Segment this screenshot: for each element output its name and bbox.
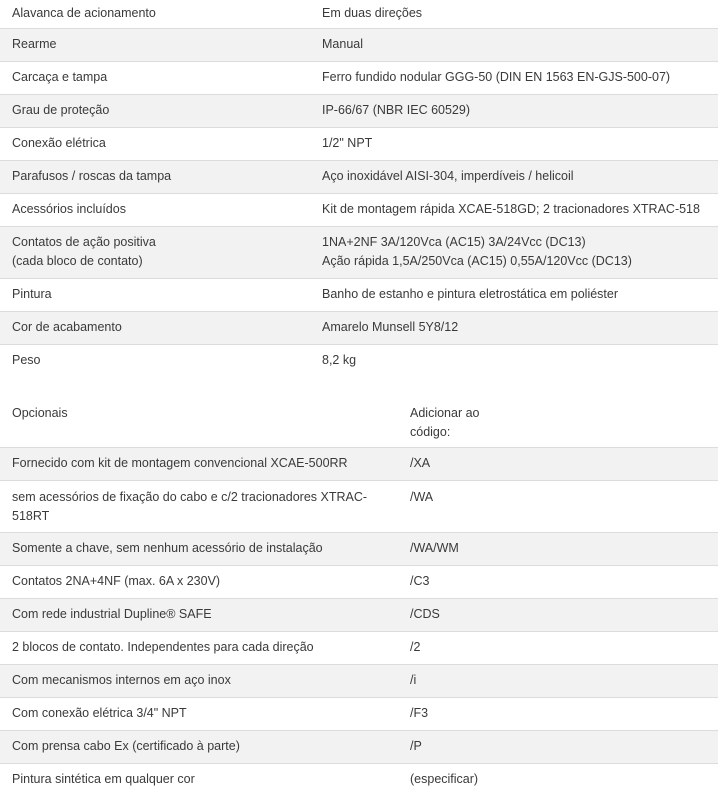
spec-label: Acessórios incluídos (12, 202, 126, 216)
spec-row (0, 278, 718, 311)
option-row (0, 480, 718, 532)
spec-value: Banho de estanho e pintura eletrostática em poliéster (322, 287, 619, 301)
option-code: (especificar) (410, 772, 479, 787)
spec-row (0, 94, 718, 127)
spec-value (310, 226, 718, 278)
option-code: /2 (410, 640, 421, 654)
spec-value: Em duas direções (322, 6, 423, 20)
options-header-label: Opcionais (12, 406, 68, 420)
spec-row (0, 127, 718, 160)
spec-row (0, 61, 718, 94)
option-label: Com rede industrial Dupline® SAFE (12, 607, 212, 621)
option-code: /F3 (410, 706, 429, 720)
option-row (0, 532, 718, 565)
option-label (0, 480, 398, 532)
spec-row (0, 226, 718, 278)
options-table (0, 377, 718, 796)
spec-row (0, 311, 718, 344)
option-label-line: sem acessórios de fixação do cabo e c/2 tracionadores XTRAC- (12, 489, 368, 504)
spec-label: Grau de proteção (12, 103, 110, 117)
options-header-line: Adicionar ao (410, 406, 480, 420)
option-label: Fornecido com kit de montagem convencional XCAE-500RR (12, 456, 348, 470)
option-label: Com conexão elétrica 3/4" NPT (12, 706, 187, 720)
option-row (0, 598, 718, 631)
option-label: Com prensa cabo Ex (certificado à parte) (12, 739, 240, 753)
option-row (0, 730, 718, 763)
option-label: Somente a chave, sem nenhum acessório de instalação (12, 541, 323, 555)
specifications-table (0, 0, 718, 377)
option-row (0, 631, 718, 664)
options-header-row (0, 377, 718, 447)
spec-value: Manual (322, 37, 363, 51)
spec-value: Aço inoxidável AISI-304, imperdíveis / helicoil (322, 169, 574, 183)
option-code: /C3 (410, 574, 430, 588)
option-label: Com mecanismos internos em aço inox (12, 673, 231, 687)
spec-label-line: Contatos de ação positiva (12, 235, 156, 249)
option-row (0, 697, 718, 730)
spec-row (0, 28, 718, 61)
spec-value: Amarelo Munsell 5Y8/12 (322, 320, 459, 334)
option-label: 2 blocos de contato. Independentes para cada direção (12, 640, 314, 654)
spec-label-line: (cada bloco de contato) (12, 254, 143, 268)
spec-value: IP-66/67 (NBR IEC 60529) (322, 103, 470, 117)
spec-row (0, 160, 718, 193)
option-label-line: 518RT (12, 508, 50, 523)
option-code: /XA (410, 456, 431, 470)
option-code: /WA/WM (410, 541, 459, 555)
spec-label: Peso (12, 353, 41, 368)
spec-value: 1/2" NPT (322, 136, 373, 150)
spec-label: Parafusos / roscas da tampa (12, 169, 172, 183)
option-row (0, 565, 718, 598)
option-row (0, 763, 718, 796)
option-code: /P (410, 739, 422, 753)
option-label: Contatos 2NA+4NF (max. 6A x 230V) (12, 574, 221, 588)
option-code: /WA (410, 489, 434, 504)
spec-label: Rearme (12, 37, 57, 51)
spec-label: Alavanca de acionamento (12, 6, 156, 20)
spec-value: Ferro fundido nodular GGG-50 (DIN EN 1563 EN-GJS-500-07) (322, 70, 671, 84)
spec-value: 8,2 kg (322, 353, 357, 368)
spec-label: Cor de acabamento (12, 320, 122, 334)
spec-label: Conexão elétrica (12, 136, 106, 150)
option-row (0, 447, 718, 480)
option-label: Pintura sintética em qualquer cor (12, 772, 195, 787)
spec-row (0, 193, 718, 226)
options-header-value (398, 377, 718, 447)
options-header-line: código: (410, 425, 451, 439)
spec-value-line: Ação rápida 1,5A/250Vca (AC15) 0,55A/120Vcc (DC13) (322, 254, 632, 268)
spec-label: Pintura (12, 287, 52, 301)
option-code: /i (410, 673, 417, 687)
spec-value-line: 1NA+2NF 3A/120Vca (AC15) 3A/24Vcc (DC13) (322, 235, 586, 249)
option-row (0, 664, 718, 697)
spec-label (0, 226, 310, 278)
spec-label: Carcaça e tampa (12, 70, 108, 84)
spec-row (0, 0, 718, 28)
spec-value: Kit de montagem rápida XCAE-518GD; 2 tracionadores XTRAC-518 (322, 202, 700, 216)
spec-row (0, 344, 718, 377)
option-code: /CDS (410, 607, 440, 621)
